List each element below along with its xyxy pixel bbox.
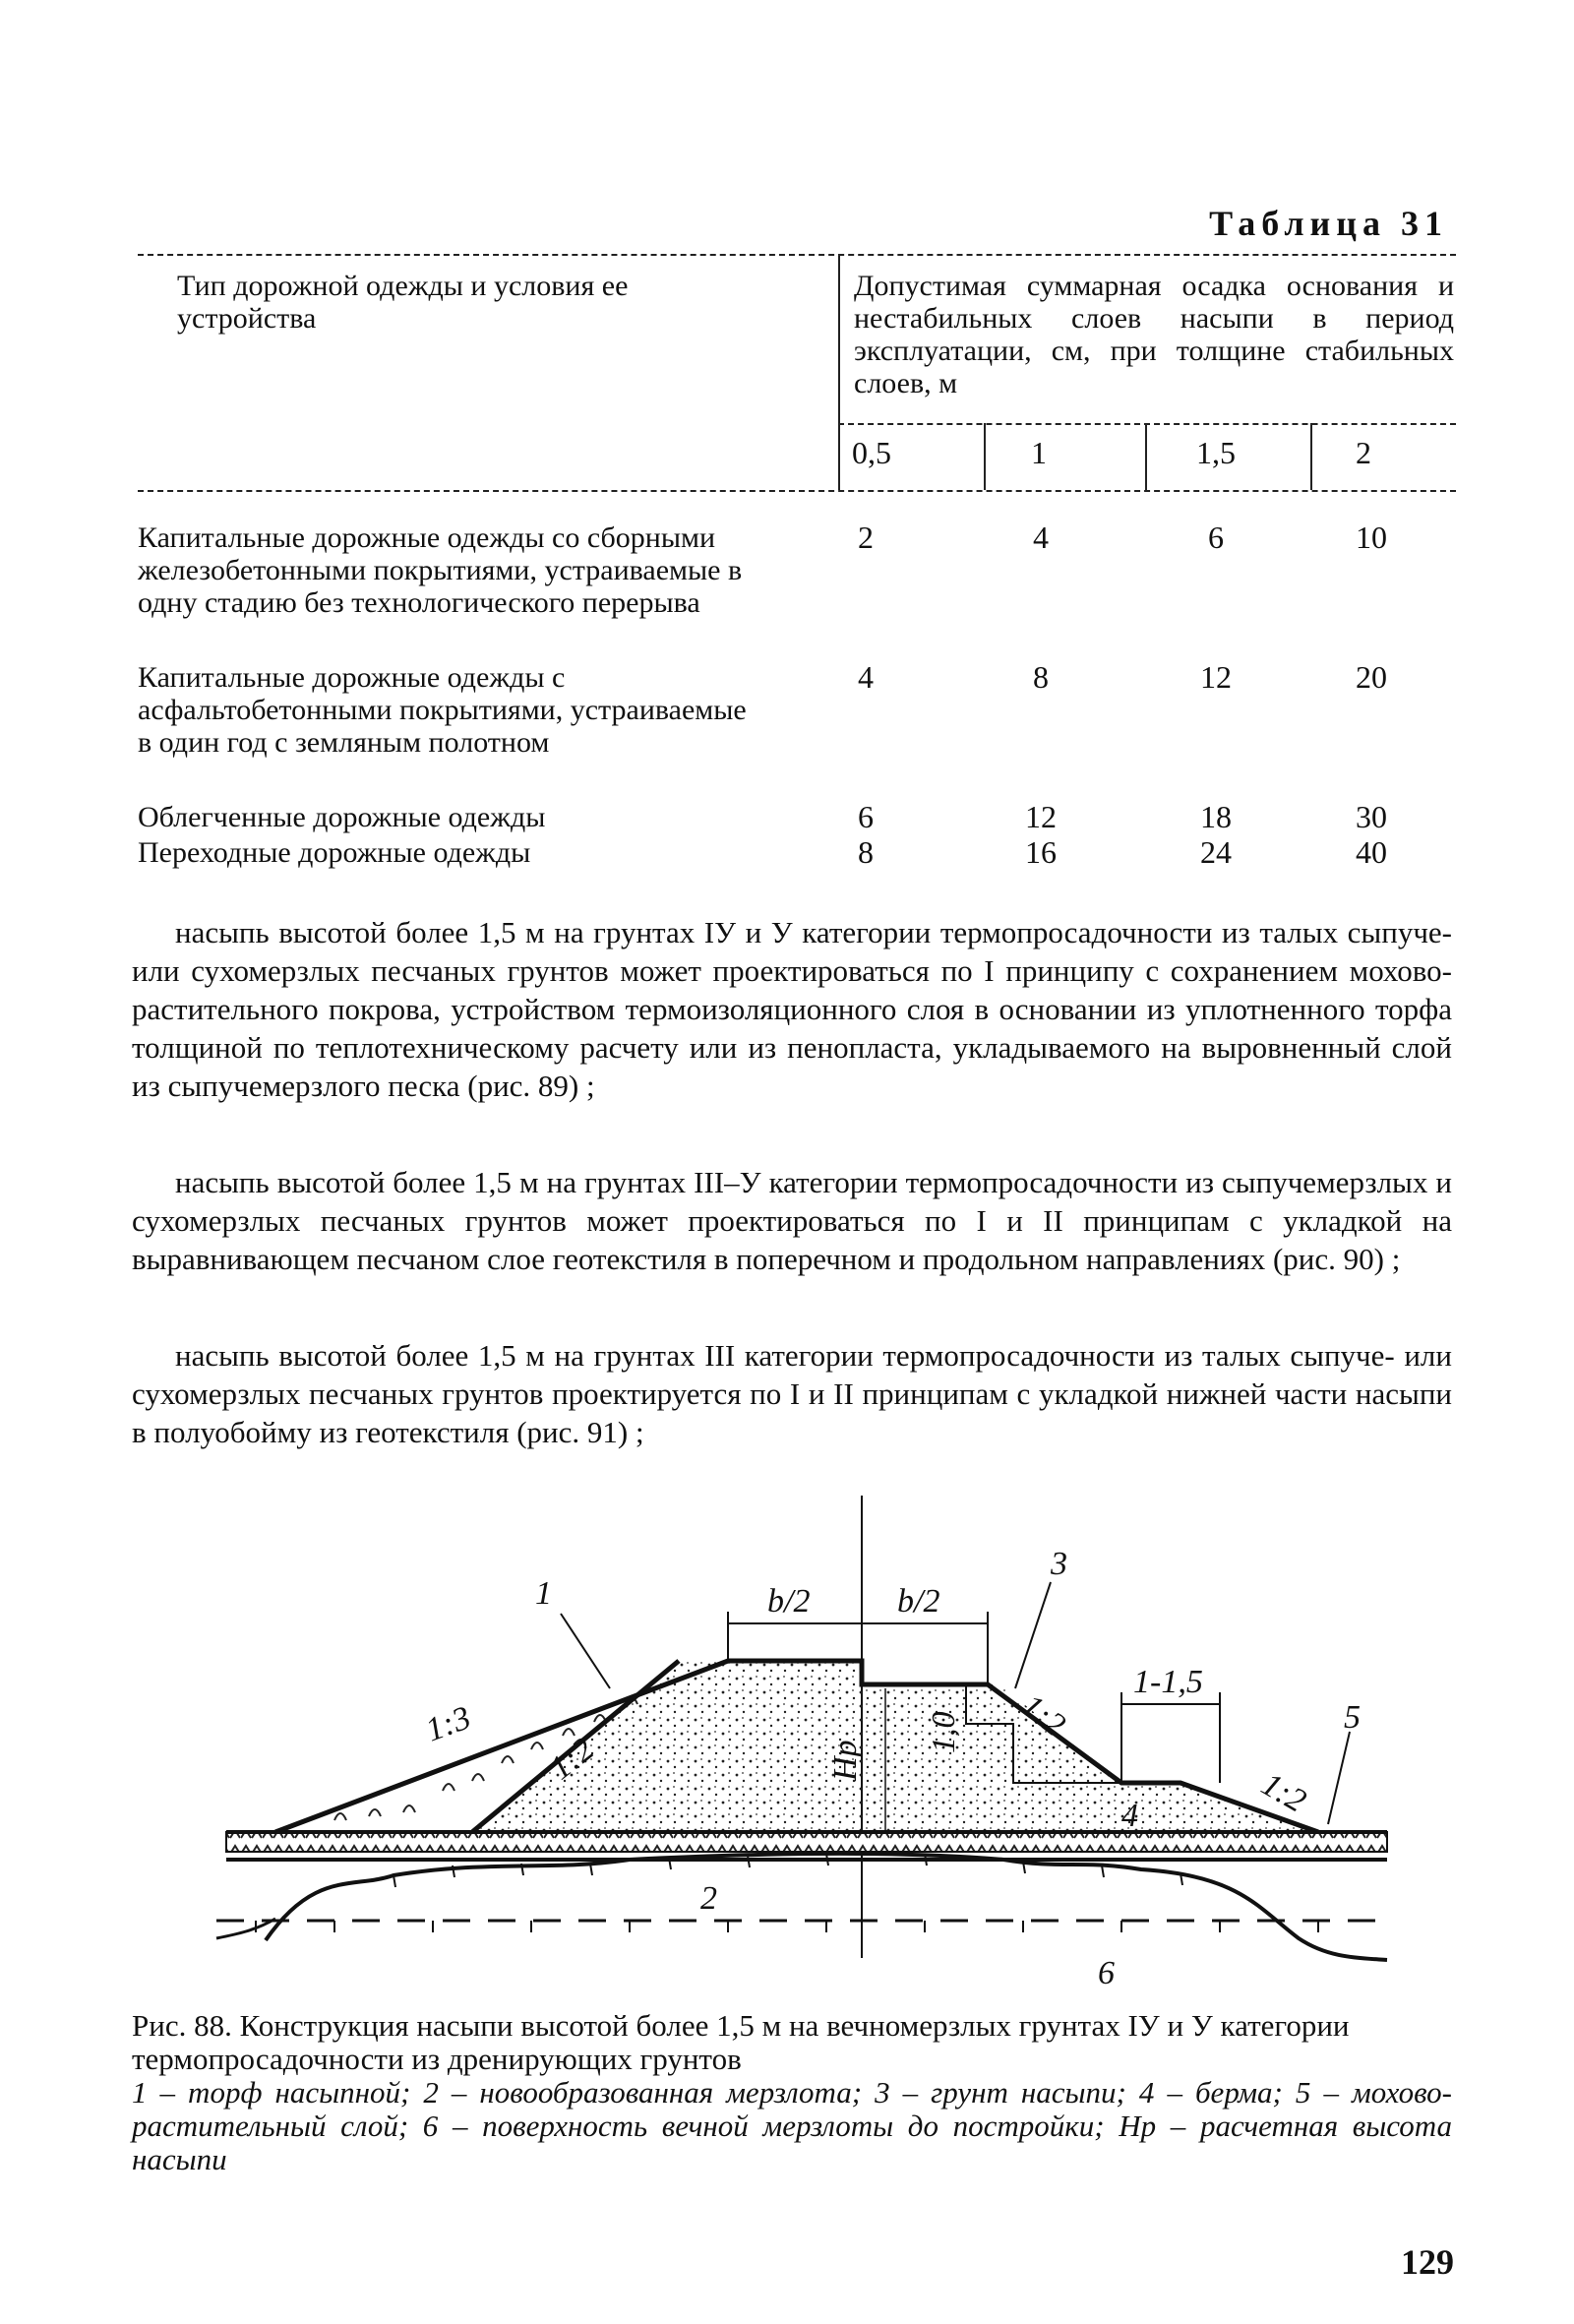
header-settlement: Допустимая суммарная осадка основания и нестабильных слоев насыпи в период эксплуатации, см, при толщине стабильных слоев, м bbox=[854, 270, 1454, 399]
thickness-1: 1 bbox=[1031, 435, 1047, 470]
label-berm-height: 1,0 bbox=[926, 1711, 962, 1753]
thickness-0-5: 0,5 bbox=[852, 435, 891, 470]
label-4: 4 bbox=[1121, 1798, 1138, 1834]
table-caption: Таблица 31 bbox=[1209, 204, 1448, 243]
row-value: 10 bbox=[1356, 520, 1387, 555]
paragraph: насыпь высотой более 1,5 м на грунтах III–У категории термопросадочности из сыпучемерзлых и сухомерзлых песчаных грунтов может проектироваться по I и II принципам с укладкой на выравнивающем песчаном слое геотекстиля в поперечном и продольном направлениях (рис. 90) ; bbox=[132, 1165, 1452, 1276]
subheader-divider-1 bbox=[984, 423, 986, 490]
label-b-half-left: b/2 bbox=[767, 1583, 811, 1620]
embankment-figure bbox=[197, 1496, 1417, 1988]
row-value: 40 bbox=[1356, 834, 1387, 870]
row-value: 8 bbox=[1033, 659, 1049, 695]
leader-5 bbox=[1328, 1732, 1350, 1824]
row-value: 2 bbox=[858, 520, 874, 555]
label-1: 1 bbox=[535, 1575, 552, 1612]
row-value: 6 bbox=[1208, 520, 1224, 555]
label-slope-1-2-left: 1:2 bbox=[543, 1731, 601, 1788]
label-height: Hp bbox=[827, 1740, 864, 1781]
row-type: Переходные дорожные одежды bbox=[138, 836, 531, 869]
label-slope-1-2-bottom: 1:2 bbox=[1255, 1765, 1312, 1820]
row-value: 4 bbox=[1033, 520, 1049, 555]
figure-caption bbox=[132, 2009, 1452, 2176]
row-value: 12 bbox=[1025, 799, 1057, 834]
moss-layer bbox=[226, 1832, 1387, 1852]
header-divider bbox=[838, 254, 840, 490]
label-2: 2 bbox=[700, 1880, 717, 1917]
row-value: 6 bbox=[858, 799, 874, 834]
row-value: 16 bbox=[1025, 834, 1057, 870]
row-value: 4 bbox=[858, 659, 874, 695]
row-value: 30 bbox=[1356, 799, 1387, 834]
header-bottom-rule bbox=[138, 490, 1456, 492]
row-type: Капитальные дорожные одежды со сборными железобетонными покрытиями, устраиваемые в одну стадию без технологического перерыва bbox=[138, 521, 743, 619]
paragraph: насыпь высотой более 1,5 м на грунтах IУ и У категории термопросадочности из талых сыпуче- или сухомерзлых песчаных грунтов может проектироваться по I принципу с сохранением мохово-растительного покрова, устройством термоизоляционного слоя в основании из уплотненного торфа толщиной по теплотехническому расчету или из пенопласта, укладываемого на выровненный слой из сыпучемерзлого песка (рис. 89) ; bbox=[132, 915, 1452, 1103]
row-value: 18 bbox=[1200, 799, 1232, 834]
row-type: Облегченные дорожные одежды bbox=[138, 801, 546, 833]
paragraph: насыпь высотой более 1,5 м на грунтах III категории термопросадочности из талых сыпуче- или сухомерзлых песчаных грунтов проектируется по I и II принципам с укладкой нижней части насыпи в полуобойму из геотекстиля (рис. 91) ; bbox=[132, 1338, 1453, 1449]
page-number: 129 bbox=[1401, 2242, 1454, 2282]
subheader-divider-2 bbox=[1145, 423, 1147, 490]
row-type: Капитальные дорожные одежды с асфальтобетонными покрытиями, устраиваемые в один год с земляным полотном bbox=[138, 661, 747, 759]
leader-1 bbox=[561, 1614, 610, 1688]
row-value: 8 bbox=[858, 834, 874, 870]
caption-legend: 1 – торф насыпной; 2 – новообразованная мерзлота; 3 – грунт насыпи; 4 – берма; 5 – мохово-растительный слой; 6 – поверхность вечной мерзлоты до постройки; Hр – расчетная высота насыпи bbox=[132, 2075, 1452, 2176]
label-3: 3 bbox=[1051, 1546, 1067, 1582]
leader-3 bbox=[1015, 1582, 1051, 1688]
original-permafrost-ticks bbox=[256, 1921, 1318, 1932]
label-slope-1-2-right: 1:2 bbox=[1014, 1687, 1072, 1744]
new-permafrost-line bbox=[266, 1854, 1387, 1960]
label-6: 6 bbox=[1098, 1955, 1115, 1988]
row-value: 12 bbox=[1200, 659, 1232, 695]
label-b-half-right: b/2 bbox=[897, 1583, 940, 1620]
label-5: 5 bbox=[1344, 1699, 1361, 1736]
caption-title: Рис. 88. Конструкция насыпи высотой более 1,5 м на вечномерзлых грунтах IУ и У категории термопросадочности из дренирующих грунтов bbox=[132, 2008, 1350, 2076]
header-type: Тип дорожной одежды и условия ее устройства bbox=[177, 270, 629, 335]
label-berm-width: 1-1,5 bbox=[1133, 1664, 1203, 1700]
label-slope-1-3: 1:3 bbox=[421, 1699, 476, 1749]
row-value: 20 bbox=[1356, 659, 1387, 695]
row-value: 24 bbox=[1200, 834, 1232, 870]
thickness-1-5: 1,5 bbox=[1196, 435, 1236, 470]
thickness-2: 2 bbox=[1356, 435, 1371, 470]
table-top-rule bbox=[138, 254, 1456, 256]
subheader-rule bbox=[838, 423, 1456, 425]
subheader-divider-3 bbox=[1310, 423, 1312, 490]
